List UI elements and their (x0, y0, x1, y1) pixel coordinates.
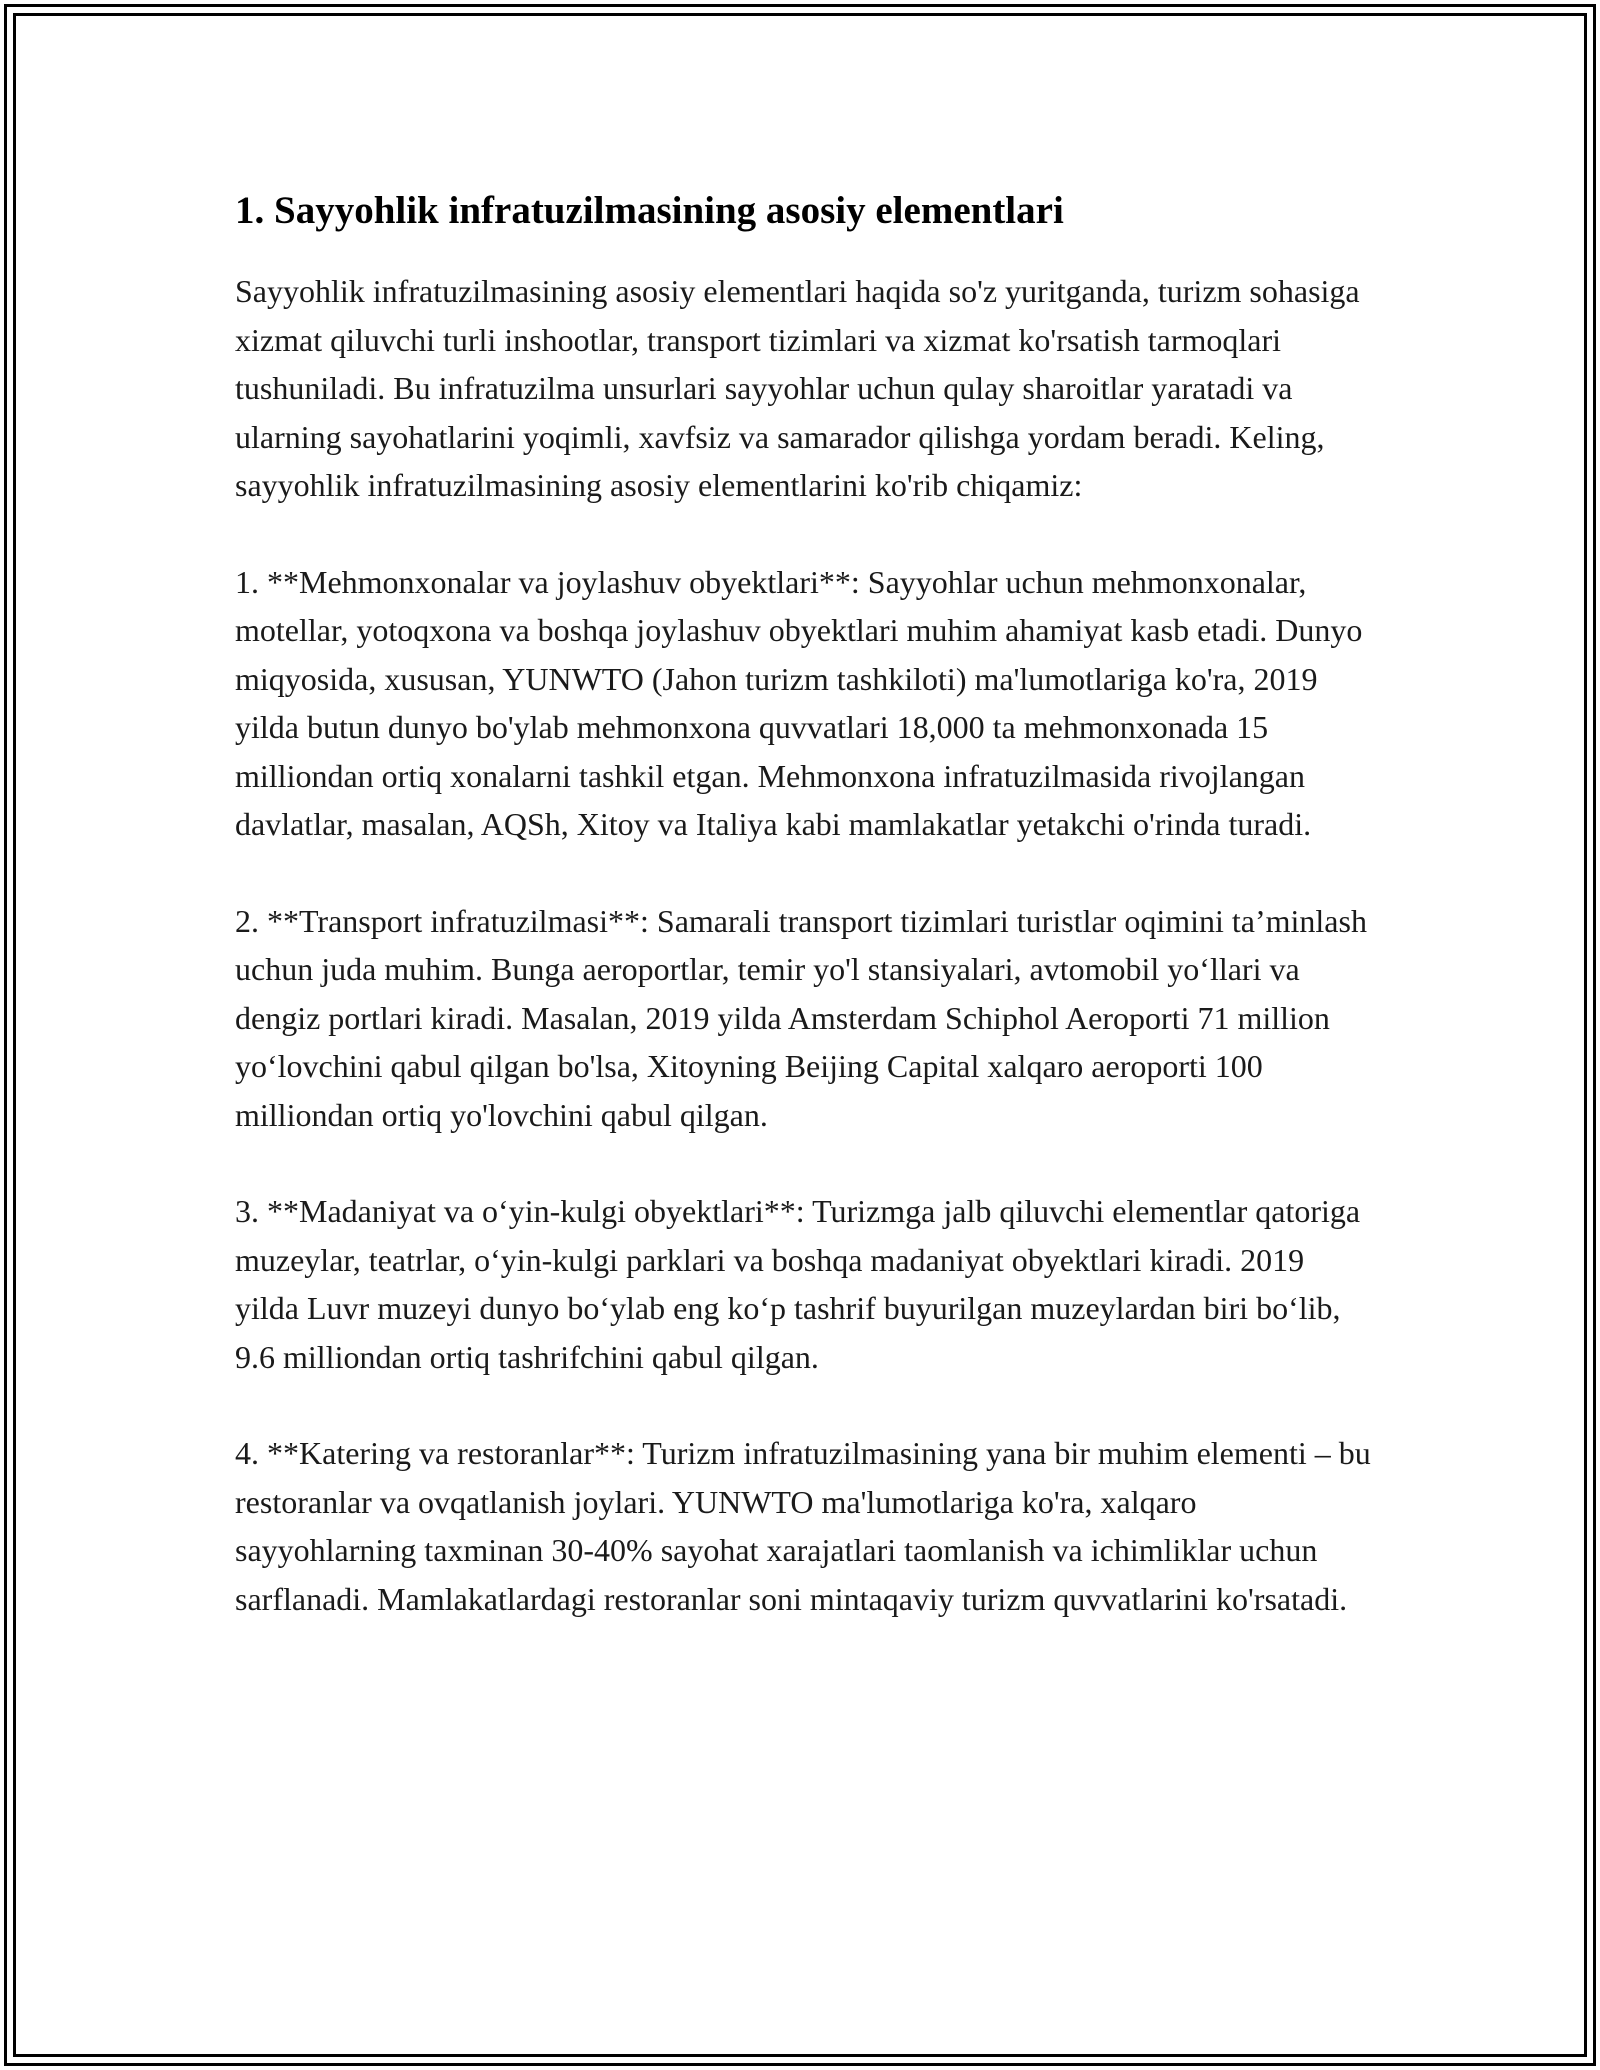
section-heading: 1. Sayyohlik infratuzilmasining asosiy elementlari (235, 189, 1064, 232)
document-page (235, 185, 1375, 1671)
paragraph-accommodation: 1. **Mehmonxonalar va joylashuv obyektlari**: Sayyohlar uchun mehmonxonalar, motellar, yotoqxona va boshqa joylashuv obyektlari muhim ahamiyat kasb etadi. Dunyo miqyosida, xususan, YUNWTO (Jahon turizm tashkiloti) ma'lumotlariga ko'ra, 2019 yilda butun dunyo bo'ylab mehmonxona quvvatlari 18,000 ta mehmonxonada 15 milliondan ortiq xonalarni tashkil etgan. Mehmonxona infratuzilmasida rivojlangan davlatlar, masalan, AQSh, Xitoy va Italiya kabi mamlakatlar yetakchi o'rinda turadi. (235, 563, 1363, 842)
intro-paragraph: Sayyohlik infratuzilmasining asosiy elementlari haqida so'z yuritganda, turizm sohasiga xizmat qiluvchi turli inshootlar, transport tizimlari va xizmat ko'rsatish tarmoqlari tushuniladi. Bu infratuzilma unsurlari sayyohlar uchun qulay sharoitlar yaratadi va ularning sayohatlarini yoqimli, xavfsiz va samarador qilishga yordam beradi. Keling, sayyohlik infratuzilmasining asosiy elementlarini ko'rib chiqamiz: (235, 273, 1360, 503)
paragraph-culture: 3. **Madaniyat va o‘yin-kulgi obyektlari**: Turizmga jalb qiluvchi elementlar qatoriga muzeylar, teatrlar, o‘yin-kulgi parklari va boshqa madaniyat obyektlari kiradi. 2019 yilda Luvr muzeyi dunyo bo‘ylab eng ko‘p tashrif buyurilgan muzeylardan biri bo‘lib, 9.6 milliondan ortiq tashrifchini qabul qilgan. (235, 1193, 1361, 1375)
paragraph-transport: 2. **Transport infratuzilmasi**: Samarali transport tizimlari turistlar oqimini ta’minlash uchun juda muhim. Bunga aeroportlar, temir yo'l stansiyalari, avtomobil yo‘llari va dengiz portlari kiradi. Masalan, 2019 yilda Amsterdam Schiphol Aeroporti 71 million yo‘lovchini qabul qilgan bo'lsa, Xitoyning Beijing Capital xalqaro aeroporti 100 milliondan ortiq yo'lovchini qabul qilgan. (235, 902, 1367, 1133)
paragraph-catering: 4. **Katering va restoranlar**: Turizm infratuzilmasining yana bir muhim elementi – bu restoranlar va ovqatlanish joylari. YUNWTO ma'lumotlariga ko'ra, xalqaro sayyohlarning taxminan 30-40% sayohat xarajatlari taomlanish va ichimliklar uchun sarflanadi. Mamlakatlardagi restoranlar soni mintaqaviy turizm quvvatlarini ko'rsatadi. (235, 1435, 1371, 1617)
